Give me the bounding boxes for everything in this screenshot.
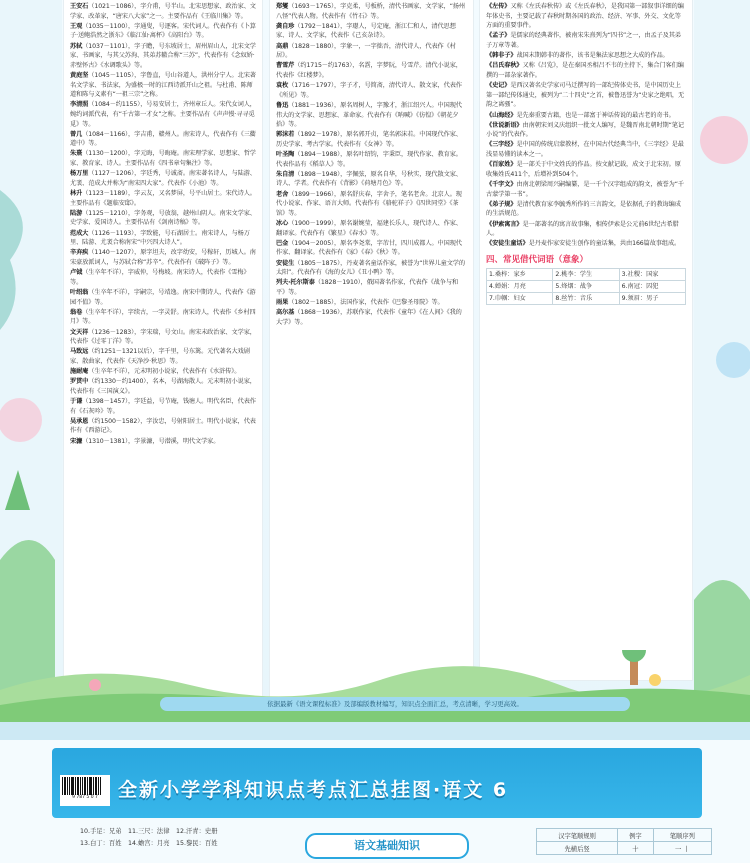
entry-name: 《弟子规》	[486, 200, 517, 208]
author-entry	[276, 298, 467, 308]
entry-text: （生卒年不详），字威仲，号梅坡。南宋诗人，代表作《雪梅》等。	[70, 269, 250, 286]
author-entry	[276, 101, 467, 130]
author-entry	[486, 2, 686, 31]
entry-name: 卢钺	[70, 269, 83, 277]
author-entry	[70, 169, 256, 188]
column-ancient-authors	[64, 0, 262, 700]
section-pill: 语文基础知识	[305, 833, 469, 859]
author-entry	[486, 31, 686, 50]
table-cell: 1.桑梓：家乡	[487, 268, 553, 280]
entry-text: （1021－1086），字介甫，号半山。北宋思想家、政治家、文学家、改革家，“唐宋八大家”之一。主要作品有《王临川集》等。	[70, 3, 256, 20]
entry-name: 曹雪芹	[276, 62, 295, 70]
entry-name: 《安徒生童话》	[486, 240, 529, 248]
entry-name: 曾几	[70, 130, 83, 138]
entry-name: 雨果	[276, 299, 289, 307]
column-classics	[480, 0, 692, 680]
entry-text: （1693－1765），字克柔，号板桥，清代书画家、文学家，“扬州八怪”代表人物。代表作有《竹石》等。	[276, 3, 465, 20]
author-entry	[486, 111, 686, 121]
entry-name: 郭沫若	[276, 131, 295, 139]
entry-text: （约1251－1321以后），字千里，号东篱。元代著名大戏剧家、散曲家，代表作《天净沙·秋思》等。	[70, 348, 250, 365]
entry-name: 陆游	[70, 209, 83, 217]
entry-text: 由南北朝梁周兴嗣编纂，是一千个汉字组成的韵文，被誉为“千古蒙学第一书”。	[486, 181, 684, 198]
entry-text: （1881－1936），原名周树人，字豫才，浙江绍兴人。中国现代伟大的文学家、思想家、革命家。代表作有《呐喊》《彷徨》《朝花夕拾》等。	[276, 101, 462, 129]
entry-text: （1126－1193），字致能，号石湖居士。南宋诗人，与杨万里、陆游、尤袤合称南宋“中兴四大诗人”。	[70, 229, 250, 247]
entry-name: 《百家姓》	[486, 161, 517, 169]
author-entry	[70, 100, 256, 129]
entry-text: （1904－2005），原名李尧棠，字芾甘，四川成都人。中国现代作家、翻译家。代表作有《家》《春》《秋》等。	[276, 239, 462, 257]
author-entry	[70, 130, 256, 149]
table-header-row	[537, 829, 712, 842]
author-entry	[70, 248, 256, 267]
list-item: 15.黎民：百姓	[176, 839, 218, 847]
author-entry	[70, 347, 256, 366]
table-header: 汉字笔顺规则	[537, 829, 618, 842]
entry-text: 是中国的传统启蒙教材，在中国古代经典当中，《三字经》是最浅显易懂的读本之一。	[486, 141, 684, 159]
author-entry	[70, 308, 256, 327]
entry-text: 是先秦重要古籍，也是一部富于神话传说的最古老的奇书。	[516, 111, 675, 119]
author-entry	[486, 81, 686, 110]
entry-name: 郑燮	[276, 3, 289, 10]
entry-name: 《伊索寓言》	[486, 220, 523, 228]
entry-text: （1084－1166），字吉甫，赣州人。南宋诗人，代表作有《三衢道中》等。	[70, 130, 256, 148]
author-entry	[486, 180, 686, 199]
entry-text: （1037－1101），字子瞻，号东坡居士，眉州眉山人，北宋文学家、书画家，与其父苏洵、其弟苏辙合称“三苏”，代表作有《念奴娇·赤壁怀古》《水调歌头》等。	[70, 42, 256, 69]
author-entry	[70, 268, 256, 287]
entry-text: 又称《左氏春秋传》或《左氏春秋》，是我国第一部叙事详细的编年体史书，主要记载了春秋时期各国的政治、经济、军事、外交、文化等方面的重要事件。	[486, 3, 684, 30]
entry-name: 朱熹	[70, 150, 83, 158]
entry-text: （约1715－约1763），名霑，字梦阮，号雪芹。清代小说家，代表作《红楼梦》。	[276, 62, 462, 79]
list-item: 10.手足：兄弟	[80, 828, 122, 835]
entry-name: 安徒生	[276, 259, 295, 267]
sheet-gap	[0, 722, 750, 740]
list-item: 12.汗青：史册	[176, 828, 218, 835]
entry-text: 是儒家的经典著作，被南宋朱熹列为“四书”之一，由孟子及其弟子万章等著。	[486, 32, 681, 49]
entry-text: （1828－1910），俄国著名作家，代表作《战争与和平》等。	[276, 279, 459, 296]
author-entry	[276, 190, 467, 219]
entry-name: 施耐庵	[70, 368, 89, 376]
stroke-order-table	[536, 828, 712, 855]
bottom-list-row	[80, 826, 224, 838]
table-header: 笔顺序列	[653, 829, 711, 842]
entry-name: 《山海经》	[486, 111, 517, 119]
entry-text: （1828－1880），字象一，一字拙吾，清代诗人，代表作《村居》。	[276, 42, 456, 60]
table-cell: 9.须眉：男子	[619, 292, 685, 304]
table-cell: 一 丨	[653, 842, 711, 855]
author-entry	[70, 2, 256, 21]
table-cell: 2.桃李：学生	[553, 268, 619, 280]
author-entry	[486, 140, 686, 159]
entry-name: 范成大	[70, 229, 89, 237]
entry-text: （1084－约1155），号易安居士，齐州章丘人。宋代女词人，婉约词派代表，有“千古第一才女”之称。主要作品有《声声慢·寻寻觅觅》等。	[70, 101, 256, 128]
entry-name: 宋濂	[70, 437, 83, 445]
entry-name: 《左传》	[486, 3, 511, 10]
table-row	[487, 280, 686, 292]
entry-name: 于谦	[70, 398, 83, 406]
entry-name: 《千字文》	[486, 181, 517, 189]
table-cell: 十	[618, 842, 654, 855]
entry-name: 黄庭坚	[70, 71, 89, 79]
author-entry	[70, 417, 256, 436]
table-row	[537, 842, 712, 855]
bottom-list-row	[80, 838, 224, 850]
table-cell: 7.巾帼：妇女	[487, 292, 553, 304]
author-entry	[70, 42, 256, 71]
entry-text: （1894－1988），原名叶绍钧，字秉臣，现代作家、教育家。代表作品有《稻草人》等。	[276, 151, 462, 168]
entry-text: （1899－1966），原名舒庆春，字舍予，笔名老舍。北京人。现代小说家、作家、语言大师。代表作有《骆驼祥子》《四世同堂》《茶馆》等。	[276, 190, 462, 217]
table-cell: 3.社稷：国家	[619, 268, 685, 280]
author-entry	[276, 42, 467, 61]
entry-text: （生卒年不详），字嗣宗，号靖逸。南宋中期诗人，代表作《游园不值》等。	[70, 288, 256, 306]
author-entry	[276, 2, 467, 21]
entry-name: 龚自珍	[276, 22, 295, 30]
author-entry	[70, 189, 256, 208]
column-3-entries	[486, 2, 686, 249]
entry-text: （1792－1841），字璱人，号定庵，浙江仁和人，清代思想家、诗人、文学家，代表作《己亥杂诗》。	[276, 22, 456, 40]
grass-decoration	[0, 650, 750, 725]
entry-text: 由南朝宋刘义庆组织一批文人编写，是魏晋南北朝时期“笔记小说”的代表作。	[486, 121, 684, 139]
entry-text: （1125－1210），字务观，号放翁，越州山阴人。南宋文学家、史学家、爱国诗人。主要作品有《剑南诗稿》等。	[70, 209, 256, 227]
entry-text: 是丹麦作家安徒生创作的童话集，共由166篇故事组成。	[528, 240, 681, 248]
entry-text: （1805－1875），丹麦著名童话作家，被誉为“世界儿童文学的太阳”。代表作有《海的女儿》《丑小鸭》等。	[276, 259, 465, 277]
entry-name: 老舍	[276, 190, 289, 198]
author-entry	[70, 437, 256, 447]
left-decoration	[0, 0, 62, 722]
entry-name: 罗贯中	[70, 378, 89, 386]
entry-name: 杨万里	[70, 170, 89, 178]
entry-name: 文天祥	[70, 328, 89, 336]
entry-name: 冰心	[276, 220, 289, 227]
entry-name: 《孟子》	[486, 32, 511, 40]
author-entry	[486, 160, 686, 179]
entry-text: （1127－1206），字廷秀，号诚斋。南宋著名诗人，与陆游、尤袤、范成大并称为“南宋四大家”。代表作《小池》等。	[70, 170, 256, 187]
author-entry	[70, 288, 256, 307]
table-header: 例字	[618, 829, 654, 842]
entry-name: 高鼎	[276, 42, 289, 50]
author-entry	[70, 149, 256, 168]
entry-text: （1898－1948），字佩弦，原名自华，号秋实，现代散文家、诗人、学者。代表作有《背影》《荷塘月色》等。	[276, 170, 462, 188]
poster-title: 全新小学学科知识点考点汇总挂图·语文 6	[118, 779, 509, 801]
entry-text: （1398－1457），字廷益，号节庵，钱塘人。明代名臣，代表作有《石灰吟》等。	[70, 398, 256, 415]
entry-name: 吴承恩	[70, 417, 89, 425]
author-entry	[70, 377, 256, 396]
author-entry	[276, 130, 467, 149]
table-row	[487, 292, 686, 304]
author-entry	[276, 219, 467, 238]
entry-text: （1035－1100），字通叟，号逐客。宋代词人。代表作有《卜算子·送鲍浩然之浙东》《临江仙·离杯》《高阳台》等。	[70, 22, 256, 40]
entry-name: 王观	[70, 22, 83, 30]
entry-text: 又称《吕览》，是在秦国丞相吕不韦的主持下，集合门客们编撰的一部杂家著作。	[486, 62, 684, 79]
entry-name: 《三字经》	[486, 141, 517, 149]
entry-text: 是一部关于中文姓氏的作品。按文献记载，成文于北宋初。原收集姓氏411个，后增补到504个。	[486, 161, 681, 178]
metonymy-table	[486, 268, 686, 305]
entry-name: 鲁迅	[276, 101, 289, 109]
author-entry	[276, 308, 467, 327]
author-entry	[70, 328, 256, 347]
entry-name: 朱自清	[276, 170, 295, 178]
author-entry	[276, 61, 467, 80]
list-item: 14.蟾宫：月亮	[128, 839, 170, 847]
entry-text: （生卒年不详），元末明初小说家，代表作有《水浒传》。	[88, 368, 241, 376]
author-entry	[276, 170, 467, 189]
entry-name: 《吕氏春秋》	[486, 62, 523, 70]
bottom-list	[80, 826, 224, 849]
entry-text: （1140－1207），原字坦夫，改字幼安，号稼轩，历城人。南宋豪放派词人，与苏轼合称“苏辛”。代表作有《破阵子》等。	[70, 249, 256, 266]
author-entry	[276, 239, 467, 258]
entry-text: （约1500－1582），字汝忠，号射阳居士。明代小说家，代表作有《西游记》。	[70, 417, 256, 435]
entry-text: （1892－1978），原名郭开贞，笔名郭沫若。中国现代作家、历史学家、考古学家。代表作有《女神》等。	[276, 131, 462, 148]
author-entry	[276, 278, 467, 297]
table-cell: 先横后竖	[537, 842, 618, 855]
author-entry	[70, 229, 256, 248]
entry-name: 巴金	[276, 239, 289, 247]
author-entry	[486, 200, 686, 219]
table-cell: 5.烽烟：战争	[553, 280, 619, 292]
right-decoration	[694, 0, 750, 722]
author-entry	[486, 220, 686, 239]
banner-note: 依据最新《语文课程标准》及部编版教材编写，知识点全面汇总，考点清晰，学习更高效。	[160, 697, 630, 711]
entry-text: （约1330－约1400），名本，号湖海散人。元末明初小说家，代表作有《三国演义》。	[70, 378, 256, 395]
column-1-entries	[64, 0, 262, 446]
entry-name: 李清照	[70, 101, 89, 109]
barcode-number: 9 787 5 0 7	[72, 795, 98, 800]
entry-text: （1868－1936），苏联作家，代表作《童年》《在人间》《我的大学》等。	[276, 309, 462, 326]
table-cell: 6.南冠：囚犯	[619, 280, 685, 292]
entry-name: 翁卷	[70, 308, 83, 316]
author-entry	[70, 22, 256, 41]
entry-name: 苏轼	[70, 42, 83, 50]
author-entry	[70, 397, 256, 416]
author-entry	[486, 61, 686, 80]
entry-name: 高尔基	[276, 309, 295, 317]
author-entry	[70, 209, 256, 228]
list-item: 13.白丁：百姓	[80, 839, 122, 847]
entry-name: 列夫·托尔斯泰	[276, 279, 315, 287]
entry-name: 马致远	[70, 348, 89, 356]
table-row	[487, 268, 686, 280]
entry-name: 林升	[70, 190, 83, 198]
entry-name: 《史记》	[486, 82, 511, 90]
entry-text: （1045－1105），字鲁直，号山谷道人，洪州分宁人。北宋著名文学家、书法家，为盛极一时的江西诗派开山之祖。与杜甫、陈师道和陈与义素有“一祖三宗”之称。	[70, 71, 256, 99]
author-entry	[276, 259, 467, 278]
column-2-entries	[270, 0, 473, 328]
author-entry	[276, 81, 467, 100]
entry-name: 王安石	[70, 3, 89, 10]
author-entry	[486, 51, 686, 61]
entry-name: 《韩非子》	[486, 52, 517, 60]
author-entry	[70, 71, 256, 100]
section-4-title: 四、常见借代词语（意象）	[486, 254, 589, 265]
entry-name: 叶圣陶	[276, 151, 295, 159]
entry-text: （1123－1189），字云友，又名梦屏，号平山居士。宋代诗人。主要作品有《题临安邸》。	[70, 190, 256, 207]
barcode	[60, 775, 110, 806]
entry-text: （1236－1283），字宋瑞，号文山。南宋末政治家、文学家，代表作《过零丁洋》等。	[70, 328, 256, 346]
entry-text: （1130－1200），字元晦，号晦庵。南宋理学家、思想家、哲学家、教育家、诗人。主要作品有《四书章句集注》等。	[70, 150, 256, 168]
author-entry	[70, 367, 256, 377]
entry-text: （1900－1999），原名谢婉莹，福建长乐人，现代诗人、作家、翻译家。代表作有《繁星》《春水》等。	[276, 220, 462, 237]
author-entry	[276, 22, 467, 41]
author-entry	[276, 150, 467, 169]
entry-name: 《世说新语》	[486, 121, 523, 129]
author-entry	[486, 121, 686, 140]
table-cell: 4.婵娟：月亮	[487, 280, 553, 292]
entry-text: 是清代教育家李毓秀所作的三言韵文，是依据孔子的教诲编成的生活规范。	[486, 200, 681, 218]
entry-text: 是一部著名的寓言故事集，相传伊索是公元前6世纪古希腊人。	[486, 220, 679, 238]
entry-text: （生卒年不详），字续古，一字灵舒。南宋诗人，代表作《乡村四月》等。	[70, 308, 256, 326]
entry-text: （1802－1885），法国作家，代表作《巴黎圣母院》等。	[288, 299, 444, 307]
barcode-lines	[62, 777, 108, 795]
entry-name: 袁枚	[276, 82, 289, 90]
author-entry	[486, 239, 686, 249]
entry-text: 战国末期韩非的著作，该书是集法家思想之大成的作品。	[516, 52, 669, 60]
entry-text: 是西汉著名史学家司马迁撰写的一部纪传体史书，是中国历史上第一部纪传体通史，被列为“二十四史”之首，被鲁迅誉为“史家之绝唱，无韵之离骚”。	[486, 82, 685, 109]
entry-text: （1310－1381），字景濂，号潜溪，明代文学家。	[82, 437, 220, 445]
list-item: 11.三尺：法律	[128, 828, 170, 835]
table-cell: 8.丝竹：音乐	[553, 292, 619, 304]
entry-text: （1716－1797），字子才，号简斋，清代诗人、散文家，代表作《所见》等。	[276, 82, 462, 99]
entry-name: 叶绍翁	[70, 288, 89, 296]
entry-name: 辛弃疾	[70, 249, 89, 257]
column-modern-authors	[270, 0, 473, 700]
